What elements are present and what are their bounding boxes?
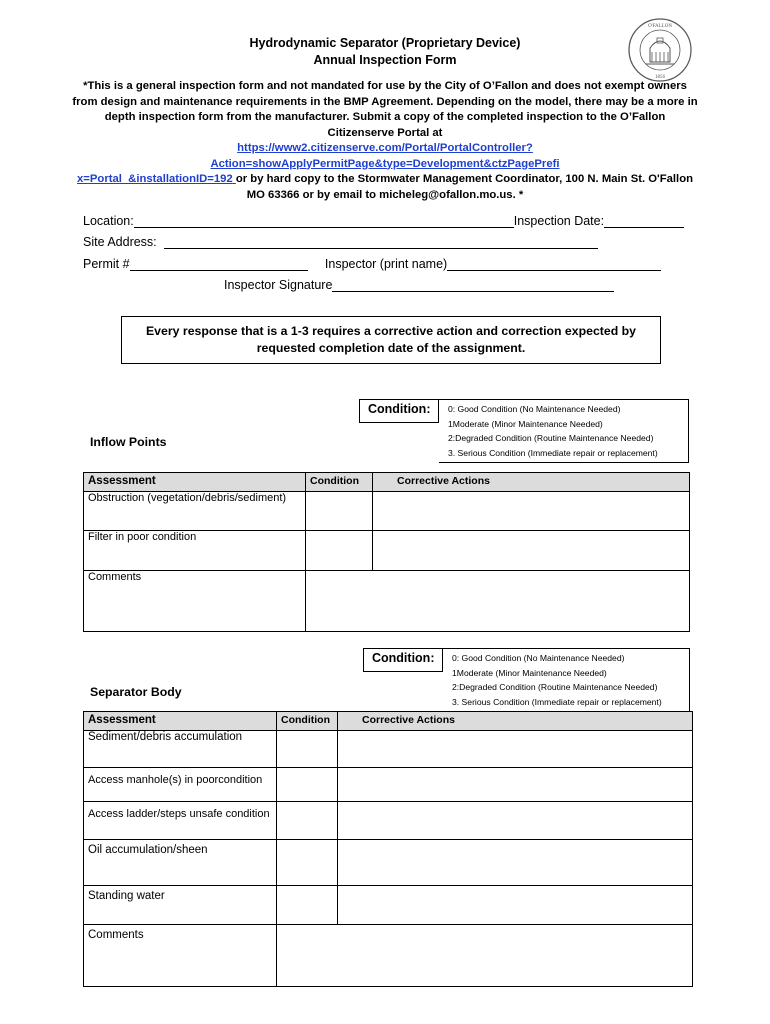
assessment-cell: Access ladder/steps unsafe condition (84, 802, 277, 840)
form-title: Hydrodynamic Separator (Proprietary Device) (249, 36, 521, 50)
inflow-table (83, 472, 690, 632)
table-row (84, 768, 693, 802)
condition-cell[interactable] (306, 531, 373, 571)
legend-item: 3. Serious Condition (Immediate repair or replacement) (452, 697, 662, 708)
condition-cell[interactable] (277, 768, 338, 802)
condition-cell[interactable] (277, 731, 338, 768)
legend-item: 1Moderate (Minor Maintenance Needed) (448, 418, 603, 429)
assessment-cell: Access manhole(s) in poorcondition (84, 768, 277, 802)
comments-label-cell: Comments (84, 925, 277, 987)
form-subtitle: Annual Inspection Form (313, 53, 457, 67)
table-row (84, 802, 693, 840)
permit-field[interactable] (83, 257, 661, 271)
legend-item: 3. Serious Condition (Immediate repair or replacement) (448, 448, 658, 459)
table-row (84, 731, 693, 768)
corrective-actions-cell[interactable] (338, 802, 693, 840)
corrective-actions-cell[interactable] (373, 531, 690, 571)
comments-label-cell: Comments (84, 571, 306, 632)
inflow-condition-legend (439, 399, 689, 463)
condition-header: Condition (277, 712, 338, 731)
inspector-label: Inspector (print name) (324, 257, 448, 271)
inspection-date-label: Inspection Date: (513, 214, 605, 228)
assessment-cell: Sediment/debris accumulation (84, 731, 277, 768)
comments-cell[interactable] (277, 925, 693, 987)
legend-item: 1Moderate (Minor Maintenance Needed) (452, 667, 607, 678)
svg-text:O'FALLON: O'FALLON (648, 24, 672, 29)
corrective-actions-cell[interactable] (373, 492, 690, 531)
separator-condition-legend (443, 648, 690, 712)
signature-line[interactable] (332, 278, 614, 292)
assessment-header: Assessment (84, 473, 306, 492)
assessment-cell: Standing water (84, 886, 277, 925)
table-row (84, 571, 690, 632)
assessment-header: Assessment (84, 712, 277, 731)
legend-item: 0: Good Condition (No Maintenance Needed) (448, 404, 621, 414)
legend-item: 2:Degraded Condition (Routine Maintenance Needed) (448, 433, 654, 444)
inflow-section-title: Inflow Points (90, 435, 167, 449)
corrective-actions-header: Corrective Actions (373, 473, 690, 492)
table-row (84, 925, 693, 987)
submission-notice (70, 79, 700, 203)
separator-section-title: Separator Body (90, 685, 182, 699)
condition-cell[interactable] (277, 840, 338, 886)
corrective-actions-cell[interactable] (338, 886, 693, 925)
site-address-line[interactable] (164, 235, 598, 249)
location-label: Location: (83, 214, 134, 228)
table-row (84, 840, 693, 886)
signature-label: Inspector Signature (224, 278, 333, 292)
corrective-actions-cell[interactable] (338, 731, 693, 768)
corrective-action-callout: Every response that is a 1-3 requires a corrective action and correction expected by requested completion date of the assignment. (121, 316, 661, 364)
svg-text:1856: 1856 (655, 75, 665, 80)
condition-header: Condition (306, 473, 373, 492)
condition-cell[interactable] (277, 886, 338, 925)
citizenserve-link[interactable]: https://www2.citizenserve.com/Portal/PortalController?Action=showApplyPermitPage&type=Development&ctzPagePrefi x=Portal_&installationID=192 (77, 142, 560, 185)
legend-item: 0: Good Condition (No Maintenance Needed) (452, 653, 625, 663)
notice-text-after: or by hard copy to the Stormwater Management Coordinator, 100 N. Main St. O'Fallon MO 63366 or by email to micheleg@ofallon.mo.us. * (235, 173, 693, 201)
comments-cell[interactable] (306, 571, 690, 632)
corrective-actions-header: Corrective Actions (338, 712, 693, 731)
table-row (84, 531, 690, 571)
condition-cell[interactable] (306, 492, 373, 531)
table-row (84, 492, 690, 531)
site-address-label: Site Address: (83, 235, 157, 249)
corrective-actions-cell[interactable] (338, 768, 693, 802)
corrective-actions-cell[interactable] (338, 840, 693, 886)
permit-line[interactable] (130, 257, 308, 271)
inflow-condition-label: Condition: (359, 399, 439, 423)
assessment-cell: Filter in poor condition (84, 531, 306, 571)
city-seal-logo (628, 18, 692, 82)
inspection-date-line[interactable] (604, 214, 684, 228)
site-address-field[interactable] (83, 235, 598, 249)
assessment-cell: Oil accumulation/sheen (84, 840, 277, 886)
table-row (84, 886, 693, 925)
inspector-line[interactable] (447, 257, 661, 271)
location-field[interactable] (83, 214, 684, 228)
signature-field[interactable] (224, 278, 614, 292)
notice-text: *This is a general inspection form and not mandated for use by the City of O’Fallon and does not exempt owners from design and maintenance requirements in the BMP Agreement. Depending on the model, there may be a more in depth inspection form from the manufacturer. Submit a copy of the completed inspection to the O’Fallon Citizenserve Portal at (72, 80, 698, 139)
assessment-cell: Obstruction (vegetation/debris/sediment) (84, 492, 306, 531)
permit-label: Permit # (83, 257, 130, 271)
separator-table (83, 711, 693, 987)
legend-item: 2:Degraded Condition (Routine Maintenance Needed) (452, 682, 658, 693)
location-line[interactable] (134, 214, 514, 228)
condition-cell[interactable] (277, 802, 338, 840)
separator-condition-label: Condition: (363, 648, 443, 672)
